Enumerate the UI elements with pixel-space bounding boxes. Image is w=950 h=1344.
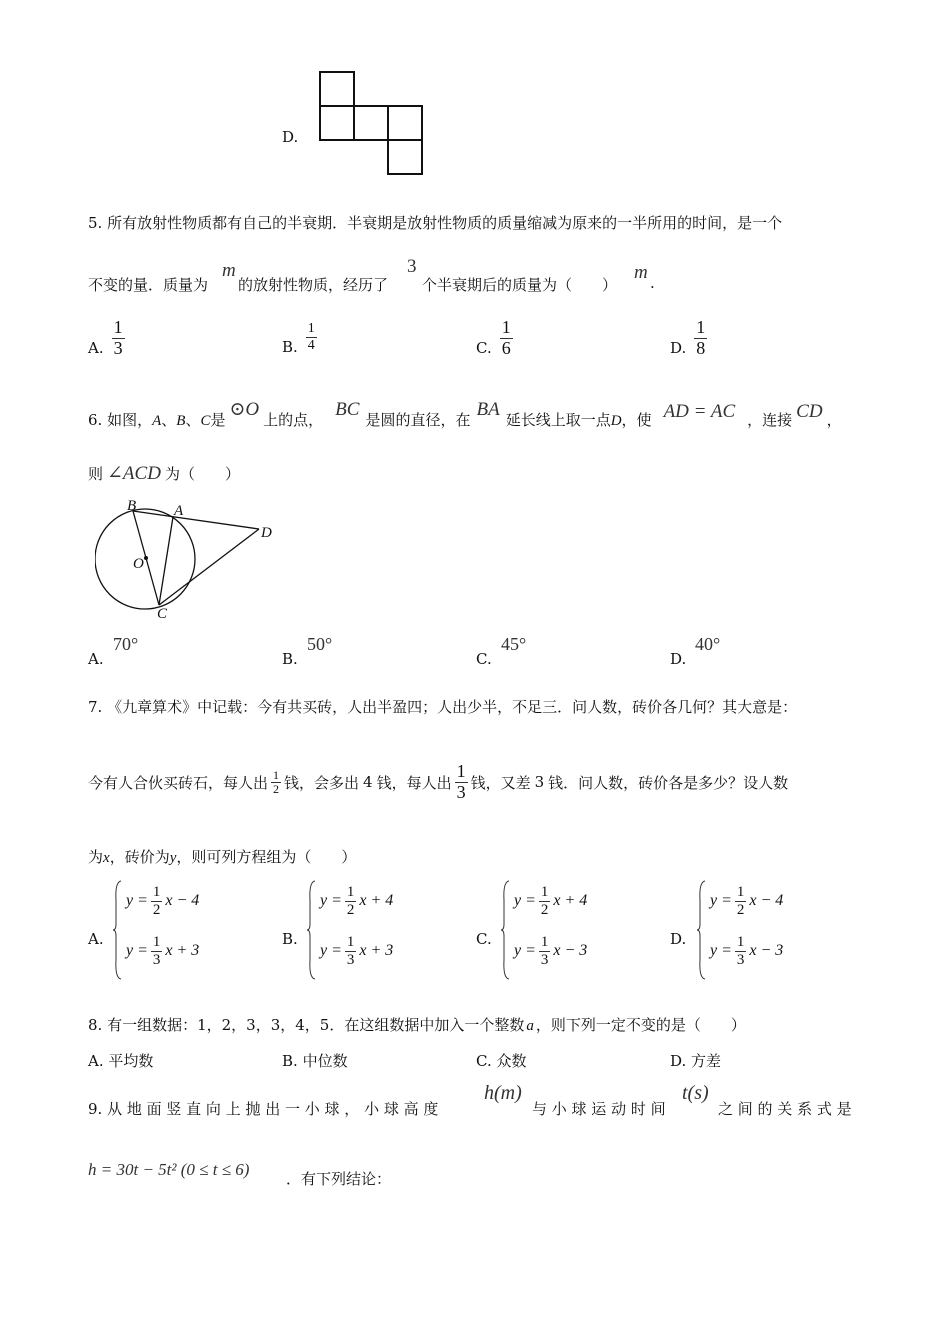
q7-option-d-system[interactable]: y = $\frac{1}{2}$ x − 4 y = $\frac{1}{3}$ x − 3 (696, 880, 836, 980)
label-c: C (157, 606, 168, 621)
option-label: D. (670, 339, 687, 358)
option-label: A. (88, 339, 104, 358)
option-value: 40° (695, 634, 721, 654)
q8-option-a[interactable]: A. 平均数 (88, 1052, 154, 1070)
q7-option-a-label[interactable]: A. (88, 930, 104, 948)
q7-option-b-system[interactable]: y = $\frac{1}{2}$ x + 4 y = $\frac{1}{3}$ x + 3 (306, 880, 446, 980)
option-label: A. (88, 650, 104, 668)
q7-line2: 今有人合伙买砖石，每人出 $\frac{1}{2}$ 钱，会多出 4 钱，每人出 $\frac{1}{3}$ 钱，又差 3 钱．问人数，砖价各是多少？设人数 (88, 761, 789, 802)
q8-option-c[interactable]: C. 众数 (476, 1052, 527, 1070)
brace-icon (696, 880, 706, 980)
q9-line1b: 与 小 球 运 动 时 间 (532, 1100, 666, 1118)
q6-line2: 则 ∠ACD 为（ ） (88, 463, 240, 484)
q7-line3: 为 x ，砖价为 y ，则可列方程组为（ ） (88, 848, 357, 866)
label-a: A (174, 503, 184, 519)
q9-line1a: 9. 从 地 面 竖 直 向 上 抛 出 一 小 球 ， 小 球 高 度 (88, 1100, 439, 1118)
q7-option-c-label[interactable]: C. (476, 930, 492, 948)
q7-option-b-label[interactable]: B. (282, 930, 298, 948)
q9-formula: h = 30t − 5t² (0 ≤ t ≤ 6) (88, 1160, 250, 1179)
q9-ts: t(s) (682, 1082, 709, 1104)
segment-bd (133, 511, 259, 529)
q5-three: 3 (407, 256, 417, 277)
option-value: 70° (113, 634, 139, 654)
q6-line1: 6. 如图， A 、 B 、 C 是 ⊙O 上的点， BC 是圆的直径，在 BA 延长线上取一点 D ，使 AD = AC ，连接 CD ， (88, 399, 842, 429)
option-label: B. (282, 338, 298, 356)
q5-line2b: 的放射性物质，经历了 (238, 276, 389, 294)
q7-option-c-system[interactable]: y = $\frac{1}{2}$ x + 4 y = $\frac{1}{3}$ x − 3 (500, 880, 640, 980)
net-square (388, 140, 422, 174)
q5-m: m (222, 260, 236, 281)
label-o: O (133, 556, 144, 572)
label-d: D (261, 525, 272, 541)
label-b: B (127, 498, 137, 514)
q5-option-d[interactable] (670, 318, 707, 359)
q5-line2a: 不变的量．质量为 (88, 276, 209, 294)
option-value: 45° (501, 634, 527, 654)
fraction: $\frac{1}{8}$ (696, 317, 706, 358)
q5-line1: 5. 所有放射性物质都有自己的半衰期．半衰期是放射性物质的质量缩减为原来的一半所用的时间，是一个 (88, 214, 783, 232)
q7-option-d-label[interactable]: D. (670, 930, 687, 948)
q5-option-b[interactable] (282, 318, 317, 356)
q7-line1: 7. 《九章算术》中记载：今有共买砖，人出半盈四；人出少半，不足三．问人数，砖价各几何？其大意是： (88, 698, 798, 716)
q5-dot: . (650, 274, 655, 292)
q5-option-c[interactable] (476, 318, 513, 359)
q9-hm: h(m) (484, 1082, 522, 1104)
center-dot (144, 556, 148, 560)
q8-option-d[interactable]: D. 方差 (670, 1052, 722, 1070)
option-label: C. (476, 650, 492, 668)
net-square (388, 106, 422, 140)
fraction: $\frac{1}{6}$ (501, 317, 511, 358)
option-label: D. (670, 650, 687, 668)
q5-line2c: 个半衰期后的质量为（ ） (422, 276, 618, 294)
q8-line: 8. 有一组数据：1，2，3，3，4，5．在这组数据中加入一个整数 a ，则下列一定不变的是（ ） (88, 1016, 746, 1034)
brace-icon (500, 880, 510, 980)
q9-line1c: 之 间 的 关 系 式 是 (718, 1100, 852, 1118)
fraction: $\frac{1}{3}$ (113, 317, 123, 358)
q6-figure (95, 496, 285, 621)
net-square (320, 106, 354, 140)
option-value: 50° (307, 634, 333, 654)
q5-option-a[interactable] (88, 318, 125, 359)
fraction-third: $\frac{1}{3}$ (456, 761, 466, 802)
q8-option-b[interactable]: B. 中位数 (282, 1052, 348, 1070)
segment-ac (159, 517, 173, 605)
fraction-half: $\frac{1}{2}$ (273, 767, 280, 796)
brace-icon (112, 880, 122, 980)
brace-icon (306, 880, 316, 980)
net-square (320, 72, 354, 106)
q4-option-d-figure (318, 70, 426, 176)
q7-option-a-system[interactable]: y = $\frac{1}{2}$ x − 4 y = $\frac{1}{3}$ x + 3 (112, 880, 252, 980)
segment-cd (159, 529, 259, 605)
net-square (354, 106, 388, 140)
q5-m2: m (634, 262, 648, 283)
q4-option-d-label[interactable]: D. (282, 128, 299, 146)
q9-line2: ．有下列结论： (286, 1170, 392, 1188)
option-label: B. (282, 650, 298, 668)
option-label: C. (476, 339, 492, 358)
fraction: $\frac{1}{4}$ (307, 321, 315, 353)
